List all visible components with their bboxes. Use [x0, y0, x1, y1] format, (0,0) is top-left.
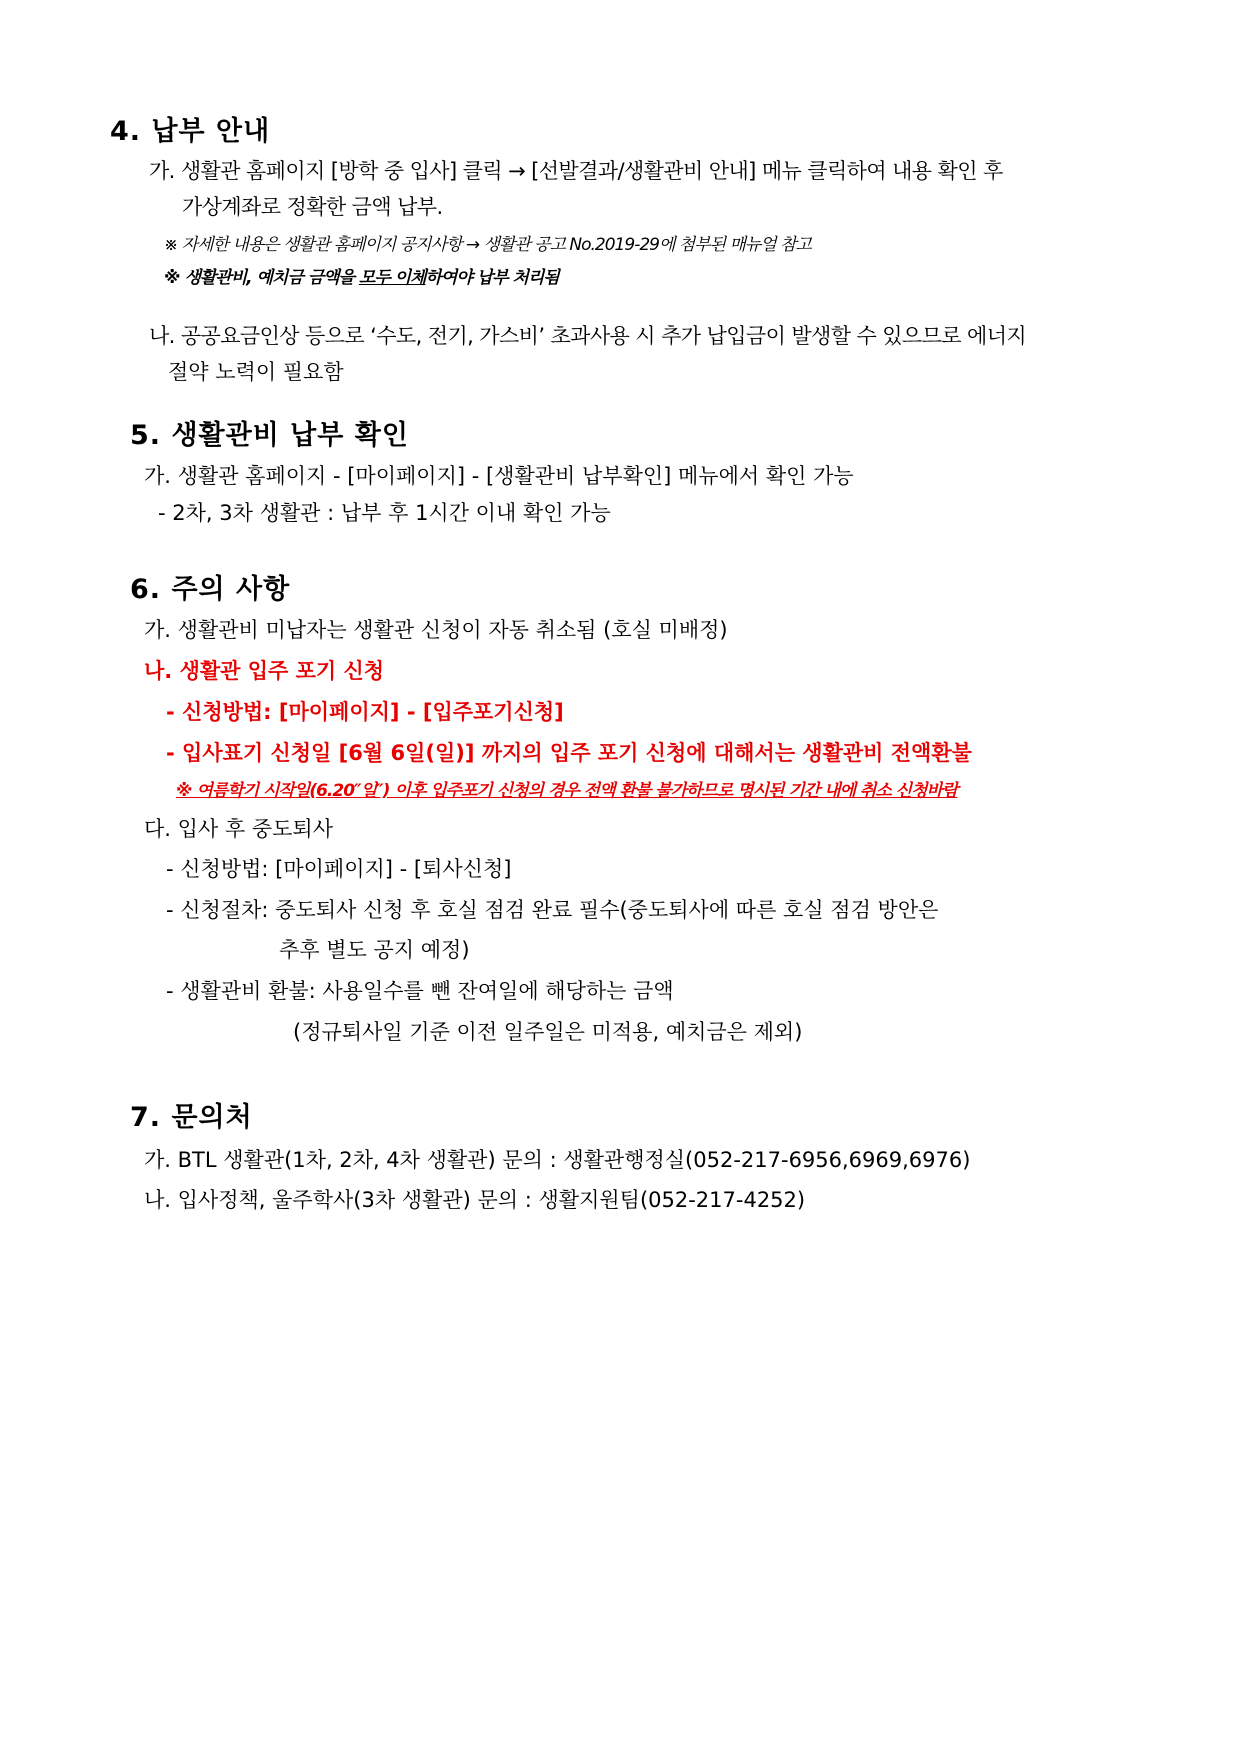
section-6-item-da-procedure: - 신청절차: 중도퇴사 신청 후 호실 점검 완료 필수(중도퇴사에 따른 호실 점검 방안은	[166, 898, 939, 922]
section-6-item-da: 다. 입사 후 중도퇴사	[144, 817, 333, 841]
section-7-item-na: 나. 입사정책, 울주학사(3차 생활관) 문의 : 생활지원팀(052-217-4252)	[144, 1188, 806, 1212]
section-4-item-ga-line1: 가. 생활관 홈페이지 [방학 중 입사] 클릭 → [선발결과/생활관비 안내] 메뉴 클릭하여 내용 확인 후	[149, 159, 1003, 183]
section-4-item-na-line2: 절약 노력이 필요함	[168, 360, 344, 384]
section-4-item-na-line1: 나. 공공요금인상 등으로 ‘수도, 전기, 가스비’ 초과사용 시 추가 납입금이 발생할 수 있으므로 에너지	[149, 324, 1027, 348]
section-7-heading: 7. 문의처	[130, 1102, 253, 1133]
note-transfer-suffix: 하여야 납부 처리됨	[425, 268, 559, 288]
section-6-item-da-method: - 신청방법: [마이페이지] - [퇴사신청]	[166, 857, 512, 881]
section-6-item-da-procedure-cont: 추후 별도 공지 예정)	[279, 938, 470, 962]
section-6-item-da-refund: - 생활관비 환불: 사용일수를 뺀 잔여일에 해당하는 금액	[166, 979, 674, 1003]
section-4-note-manual: ※ 자세한 내용은 생활관 홈페이지 공지사항 → 생활관 공고 No.2019-29에 첨부된 매뉴얼 참고	[164, 235, 811, 255]
section-5-item-ga: 가. 생활관 홈페이지 - [마이페이지] - [생활관비 납부확인] 메뉴에서 확인 가능	[144, 464, 854, 488]
section-5-item-dash: - 2차, 3차 생활관 : 납부 후 1시간 이내 확인 가능	[158, 501, 611, 525]
note-transfer-emphasis: 모두 이체	[358, 268, 426, 288]
section-7-item-ga: 가. BTL 생활관(1차, 2차, 4차 생활관) 문의 : 생활관행정실(052-217-6956,6969,6976)	[144, 1148, 971, 1172]
section-6-note-no-refund: ※ 여름학기 시작일(6.20″일″) 이후 입주포기 신청의 경우 전액 환불 불가하므로 명시된 기간 내에 취소 신청바람	[176, 781, 958, 801]
note-transfer-prefix: ※ 생활관비, 예치금 금액을	[164, 268, 359, 288]
section-5-heading: 5. 생활관비 납부 확인	[130, 420, 409, 451]
section-6-item-ga: 가. 생활관비 미납자는 생활관 신청이 자동 취소됨 (호실 미배정)	[144, 618, 728, 642]
section-6-item-na-method: - 신청방법: [마이페이지] - [입주포기신청]	[166, 700, 564, 724]
section-4-note-transfer	[164, 270, 559, 287]
section-6-heading: 6. 주의 사항	[130, 574, 291, 605]
section-4-heading: 4. 납부 안내	[110, 116, 271, 147]
section-6-item-na: 나. 생활관 입주 포기 신청	[144, 659, 385, 683]
section-6-item-na-refund: - 입사표기 신청일 [6월 6일(일)] 까지의 입주 포기 신청에 대해서는 생활관비 전액환불	[166, 741, 972, 765]
section-4-item-ga-line2: 가상계좌로 정확한 금액 납부.	[182, 195, 443, 219]
section-6-item-da-refund-cont: (정규퇴사일 기준 이전 일주일은 미적용, 예치금은 제외)	[293, 1020, 803, 1044]
